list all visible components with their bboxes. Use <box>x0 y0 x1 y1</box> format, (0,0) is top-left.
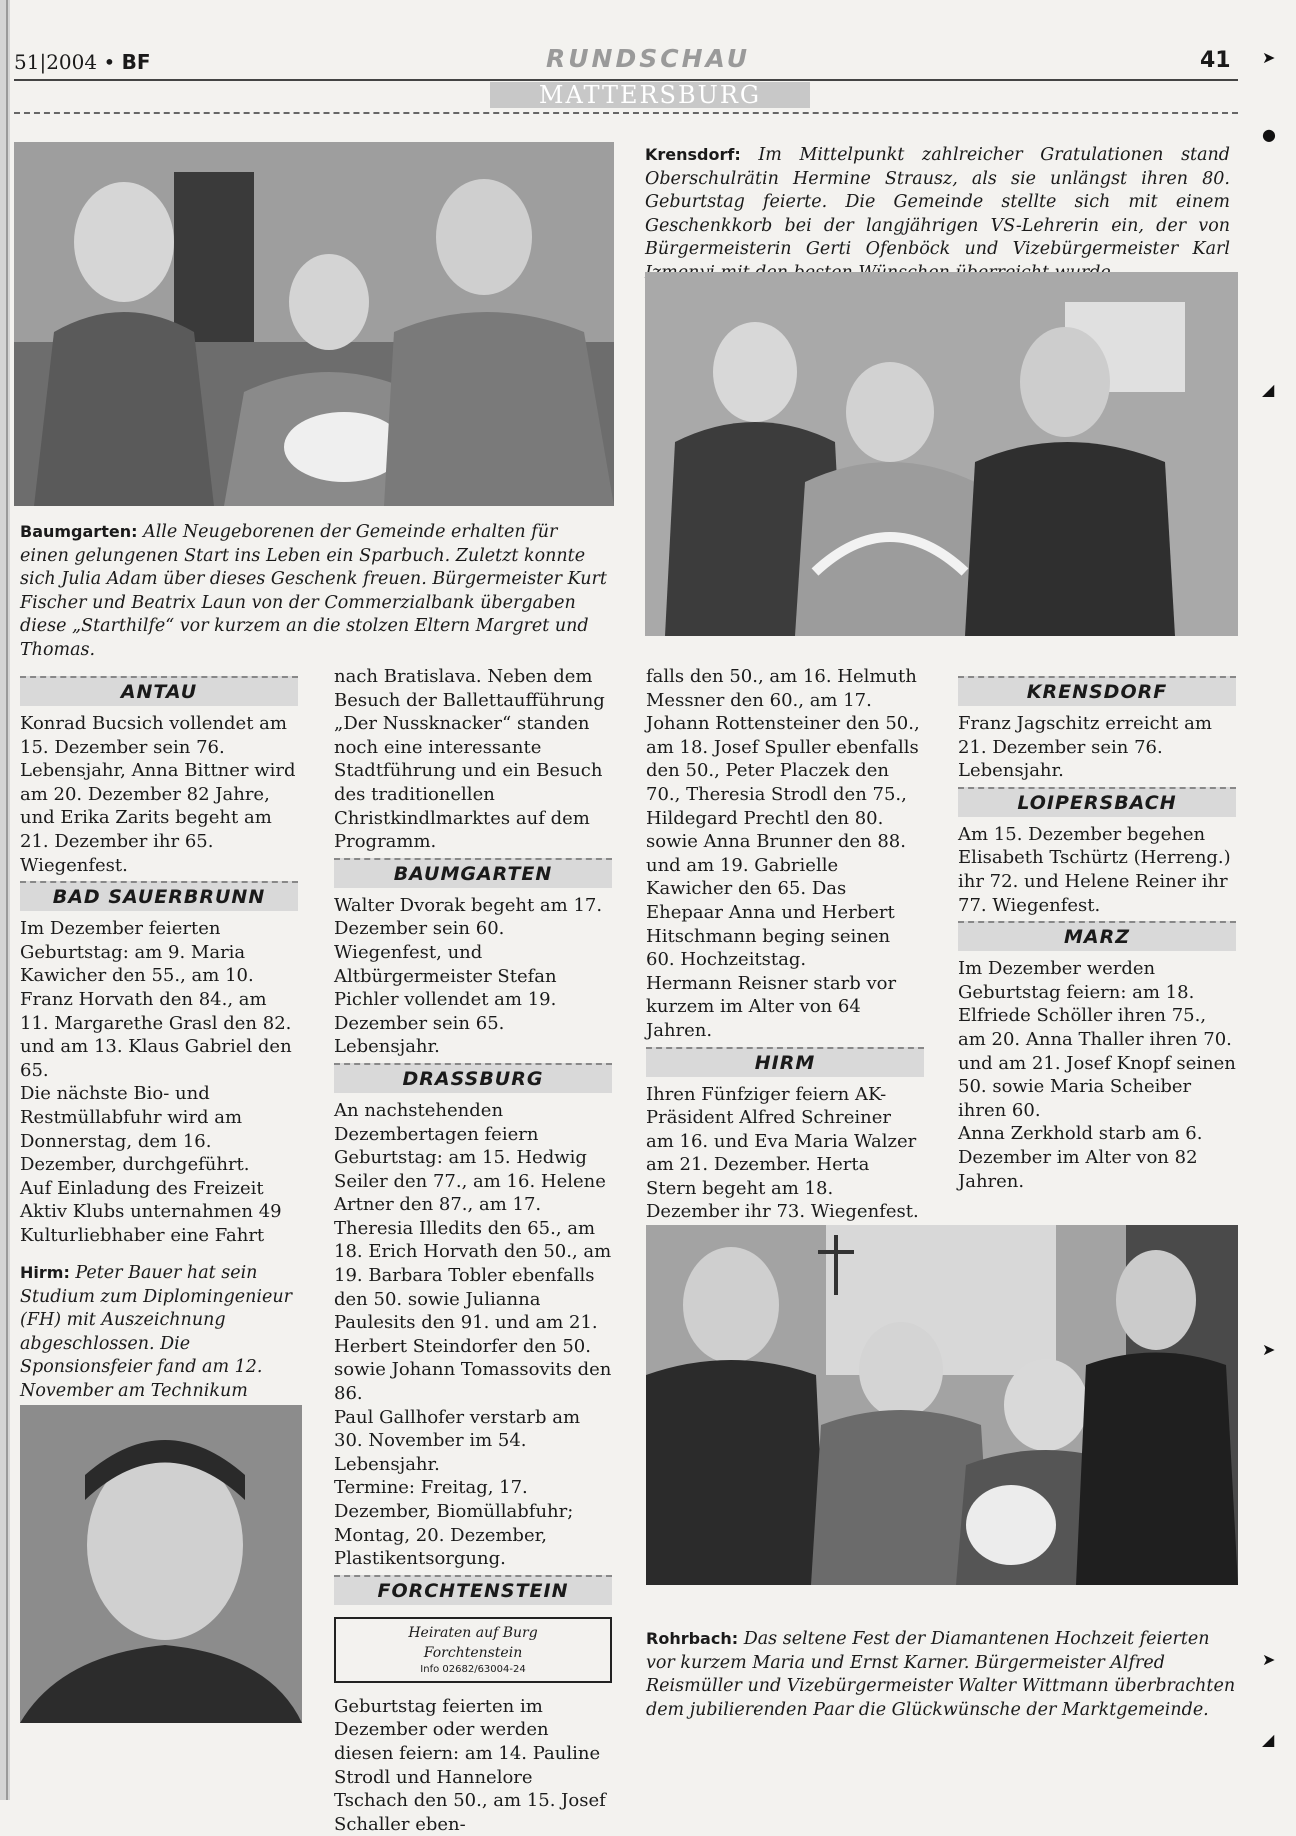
photo-hirm-portrait <box>20 1405 302 1723</box>
section-heading-loipersbach: LOIPERSBACH <box>958 787 1236 817</box>
photo-hirm-figure <box>20 1405 302 1723</box>
column-2 <box>334 665 612 1836</box>
article-drassburg-continued: falls den 50., am 16. Helmuth Messner den 60., am 17. Johann Rottensteiner den 50., am 18. Josef Spuller ebenfalls den 50., Peter Placzek den 70., Theresia Strodl den 75., Hildegard Prechtl den 80. sowie Anna Brunner den 88. und am 19. Gabrielle Kawicher den 65. Das Ehepaar Anna und Herbert Hitschmann beging seinen 60. Hochzeitstag. <box>646 666 920 971</box>
article-bad-sauerbrunn-continued: nach Bratislava. Neben dem Besuch der Ballettaufführung „Der Nussknacker“ standen noch eine interessante Stadtführung und ein Besuch des traditionellen Christkindlmarktes auf dem Programm. <box>334 666 605 853</box>
caption-text: Peter Bauer hat sein Studium zum Diplomingenieur (FH) mit Auszeichnung abgeschlossen. Die Sponsionsfeier fand am 12. November am Technikum <box>20 1263 293 1401</box>
photo-rohrbach-figures <box>646 1225 1238 1585</box>
ad-line-1: Heiraten auf Burg <box>408 1624 538 1641</box>
page-number: 41 <box>1200 48 1231 73</box>
article-antau: Konrad Bucsich vollendet am 15. Dezember sein 76. Lebensjahr, Anna Bittner wird am 20. Dezember 82 Jahre, und Erika Zarits begeht am 21. Dezember ihr 65. Wiegenfest. <box>20 713 296 876</box>
article-marz-birthdays: Im Dezember werden Geburtstag feiern: am 18. Elfriede Schöller ihren 75., am 20. Anna Thaller ihren 70. und am 21. Josef Knopf seinen 50. sowie Maria Scheiber ihren 60. <box>958 958 1236 1121</box>
photo-baumgarten <box>14 142 614 506</box>
margin-mark-icon: ● <box>1262 125 1276 144</box>
section-heading-baumgarten: BAUMGARTEN <box>334 858 612 888</box>
article-hirm: Ihren Fünfziger feiern AK-Präsident Alfred Schreiner am 16. und Eva Maria Walzer am 21. Dezember. Herta Stern begeht am 18. Dezember ihr 73. Wiegenfest. <box>646 1083 919 1223</box>
photo-krensdorf <box>645 272 1238 636</box>
page-edge <box>0 0 10 1800</box>
issue-separator: • <box>103 50 116 74</box>
page-edge-line <box>6 0 8 1800</box>
section-heading-krensdorf: KRENSDORF <box>958 676 1236 706</box>
issue-label <box>14 50 151 74</box>
paper-name: BF <box>121 50 151 74</box>
section-heading-antau: ANTAU <box>20 676 298 706</box>
section-heading-drassburg: DRASSBURG <box>334 1063 612 1093</box>
section-heading-hirm: HIRM <box>646 1047 924 1077</box>
article-bad-sauerbrunn-waste: Die nächste Bio- und Restmüllabfuhr wird am Donnerstag, dem 16. Dezember, durchgeführt. <box>20 1083 250 1176</box>
section-heading-marz: MARZ <box>958 921 1236 951</box>
article-bad-sauerbrunn-trip: Auf Einladung des Freizeit Aktiv Klubs unternahmen 49 Kulturliebhaber eine Fahrt <box>20 1177 282 1246</box>
photo-baumgarten-figures <box>14 142 614 506</box>
article-drassburg-birthdays: An nachstehenden Dezembertagen feiern Geburtstag: am 15. Hedwig Seiler den 77., am 16. Helene Artner den 87., am 17. Theresia Illedits den 65., am 18. Erich Horvath den 50., am 19. Barbara Tobler ebenfalls den 50. sowie Julianna Paulesits den 91. und am 21. Herbert Steindorfer den 50. sowie Johann Tomassovits den 86. <box>334 1099 612 1405</box>
issue-number: 51|2004 <box>14 50 98 74</box>
article-marz-death: Anna Zerkhold starb am 6. Dezember im Alter von 82 Jahren. <box>958 1123 1203 1192</box>
margin-mark-icon: ➤ <box>1262 1340 1276 1359</box>
caption-text: Das seltene Fest der Diamantenen Hochzeit feierten vor kurzem Maria und Ernst Karner. Bürgermeister Alfred Reismüller und Vizebürgermeister Walter Wittmann überbrachten dem jubilierenden Paar die Glückwünsche der Marktgemeinde. <box>646 1629 1236 1720</box>
advertisement-box <box>334 1617 612 1683</box>
caption-place: Hirm: <box>20 1263 70 1283</box>
ad-info: Info 02682/63004-24 <box>420 1663 526 1675</box>
caption-place: Rohrbach: <box>646 1629 739 1648</box>
photo-rohrbach <box>646 1225 1238 1585</box>
ad-line-2: Forchtenstein <box>423 1644 523 1661</box>
column-1 <box>20 672 298 1474</box>
column-4 <box>958 672 1236 1193</box>
article-krensdorf: Franz Jagschitz erreicht am 21. Dezember sein 76. Lebensjahr. <box>958 713 1212 782</box>
article-forchtenstein: Geburtstag feierten im Dezember oder werden diesen feiern: am 14. Pauline Strodl und Hannelore Tschach den 50., am 15. Josef Schaller eben- <box>334 1695 606 1835</box>
article-baumgarten: Walter Dvorak begeht am 17. Dezember sein 60. Wiegenfest, und Altbürgermeister Stefan Pichler vollendet am 19. Dezember sein 65. Lebensjahr. <box>334 894 603 1058</box>
article-loipersbach: Am 15. Dezember begehen Elisabeth Tschürtz (Herreng.) ihr 72. und Helene Reiner ihr 77. Wiegenfest. <box>958 823 1231 916</box>
column-3 <box>646 665 924 1224</box>
section-heading-bad-sauerbrunn: BAD SAUERBRUNN <box>20 881 298 911</box>
region-band: MATTERSBURG <box>490 82 810 108</box>
header-dashed-rule <box>14 112 1238 114</box>
caption-place: Baumgarten: <box>20 522 138 541</box>
caption-place: Krensdorf: <box>645 145 741 164</box>
caption-rohrbach <box>646 1627 1238 1722</box>
margin-mark-icon: ➤ <box>1262 48 1276 67</box>
article-bad-sauerbrunn-birthdays: Im Dezember feierten Geburtstag: am 9. Maria Kawicher den 55., am 10. Franz Horvath den 84., am 11. Margarethe Grasl den 82. und am 13. Klaus Gabriel den 65. <box>20 918 292 1081</box>
section-title: RUNDSCHAU <box>545 44 751 73</box>
caption-krensdorf <box>645 143 1230 285</box>
margin-mark-icon: ◢ <box>1262 1730 1275 1749</box>
article-forchtenstein-death: Hermann Reisner starb vor kurzem im Alter von 64 Jahren. <box>646 972 897 1041</box>
section-heading-forchtenstein: FORCHTENSTEIN <box>334 1575 612 1605</box>
photo-krensdorf-figures <box>645 272 1238 636</box>
caption-text: Im Mittelpunkt zahlreicher Gratulationen stand Oberschulrätin Hermine Strausz, als sie unlängst ihren 80. Geburtstag feierte. Die Gemeinde stellte sich mit einem Geschenkkorb bei der langjährigen VS-Lehrerin ein, der von Bürgermeisterin Gerti Ofenböck und Vizebürgermeister Karl <box>645 145 1230 259</box>
margin-mark-icon: ➤ <box>1262 1650 1276 1669</box>
caption-baumgarten <box>20 520 608 662</box>
article-drassburg-dates: Termine: Freitag, 17. Dezember, Biomüllabfuhr; Montag, 20. Dezember, Plastikentsorgung. <box>334 1477 574 1570</box>
margin-mark-icon: ◢ <box>1262 380 1275 399</box>
article-drassburg-death: Paul Gallhofer verstarb am 30. November im 54. Lebensjahr. <box>334 1406 581 1475</box>
caption-text: Alle Neugeborenen der Gemeinde erhalten für einen gelungenen Start ins Leben ein Sparbuch. Zuletzt konnte sich Julia Adam über dieses Geschenk freuen. Bürgermeister Kurt Fischer und Beatrix Laun von der Commerzialbank übergaben diese „Starthilfe“ vor kurzem an die stolzen Eltern Margret und Thomas. <box>20 522 607 660</box>
